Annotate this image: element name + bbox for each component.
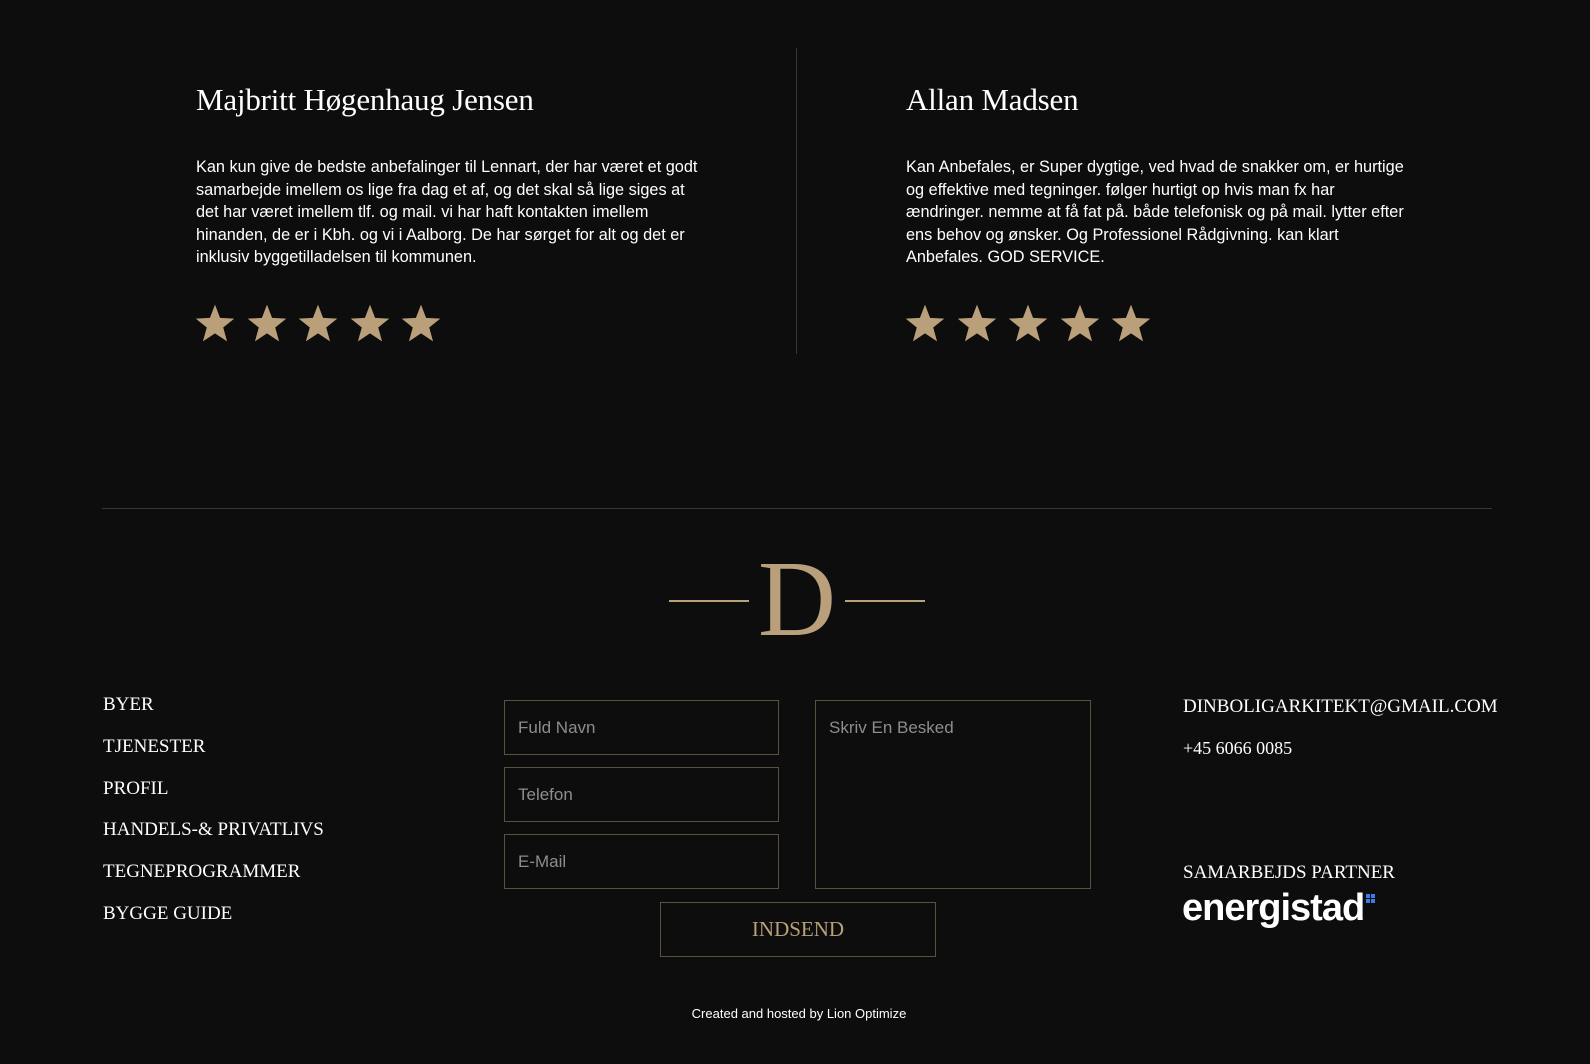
footer-nav-profil[interactable]: PROFIL	[103, 777, 169, 799]
star-icon	[246, 302, 288, 344]
star-icon	[1007, 302, 1049, 344]
footer-nav-tegneprogrammer[interactable]: TEGNEPROGRAMMER	[103, 861, 301, 883]
star-icon	[904, 302, 946, 344]
reviewer-name: Majbritt Høgenhaug Jensen	[196, 82, 534, 117]
message-textarea[interactable]	[815, 700, 1091, 889]
reviewer-name: Allan Madsen	[906, 82, 1079, 117]
logo-line-right	[845, 600, 925, 602]
contact-phone[interactable]: +45 6066 0085	[1183, 738, 1293, 758]
star-icon	[956, 302, 998, 344]
star-rating	[904, 302, 1152, 344]
footer-nav-bygge-guide[interactable]: BYGGE GUIDE	[103, 902, 233, 924]
credit-text[interactable]: Created and hosted by Lion Optimize	[691, 1006, 907, 1021]
star-rating	[194, 302, 442, 344]
footer-divider	[102, 508, 1492, 509]
star-icon	[194, 302, 236, 344]
star-icon	[349, 302, 391, 344]
review-text: Kan kun give de bedste anbefalinger til Lennart, der har været et godt samarbejde imellem os lige fra dag et af, og det skal så lige siges at det har været imellem tlf. og mail. vi har haft kontakten imellem hinanden, de er i Kbh. og vi i Aalborg. De har sørget for alt og det er inklusiv byggetilladelsen til kommunen.	[196, 158, 698, 266]
submit-button[interactable]: INDSEND	[660, 902, 936, 957]
full-name-input[interactable]	[504, 700, 779, 755]
contact-email[interactable]: DINBOLIGARKITEKT@GMAIL.COM	[1183, 696, 1498, 717]
star-icon	[1059, 302, 1101, 344]
footer-nav-tjenester[interactable]: TJENESTER	[103, 735, 206, 757]
star-icon	[1110, 302, 1152, 344]
phone-input[interactable]	[504, 767, 779, 822]
reviews-section	[0, 0, 1590, 400]
footer-nav	[103, 694, 324, 945]
review-divider	[796, 48, 797, 354]
star-icon	[400, 302, 442, 344]
partner-mark-icon	[1366, 894, 1375, 903]
partner-name: energistad	[1182, 887, 1365, 929]
review-text: Kan Anbefales, er Super dygtige, ved hvad de snakker om, er hurtige og effektive med tegninger. følger hurtigt op hvis man fx har ændringer. nemme at få fat på. både telefonisk og på mail. lytter efter ens behov og ønsker. Og Professionel Rådgivning. kan klart Anbefales. GOD SERVICE.	[906, 158, 1404, 266]
partner-label: SAMARBEJDS PARTNER	[1183, 862, 1395, 883]
star-icon	[297, 302, 339, 344]
email-input[interactable]	[504, 834, 779, 889]
logo-letter: D	[758, 540, 836, 659]
footer-nav-byer[interactable]: BYER	[103, 694, 154, 715]
footer-logo[interactable]	[669, 540, 925, 659]
partner-logo[interactable]	[1182, 888, 1375, 928]
footer-nav-handels-privatlivs[interactable]: HANDELS-& PRIVATLIVS	[103, 819, 324, 841]
